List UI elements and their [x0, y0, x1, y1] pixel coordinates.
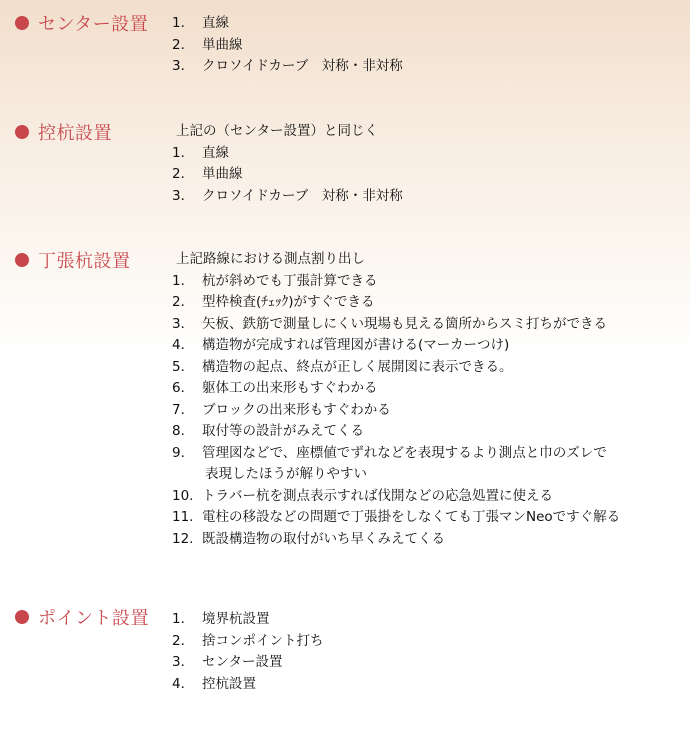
item-list: [172, 13, 403, 78]
bullet-icon: [15, 125, 29, 139]
list-item: 2． 捨コンポイント打ち: [172, 632, 324, 649]
section-heading: 丁張杭設置: [38, 251, 131, 272]
list-item: 1． 直線: [172, 15, 229, 31]
list-item: 2． 型枠検査(ﾁｪｯｸ)がすぐできる: [172, 294, 375, 310]
list-item: 9． 管理図などで、座標値でずれなどを表現するより測点と巾のズレで: [172, 444, 607, 461]
list-item: 4． 構造物が完成すれば管理図が書ける(マーカーつけ): [172, 337, 510, 353]
list-item: 2． 単曲線: [172, 166, 243, 182]
section-heading: 控杭設置: [38, 123, 112, 144]
list-item: 11. 電柱の移設などの問題で丁張掛をしなくても丁張マンNeoですぐ解る: [172, 509, 621, 525]
list-item: 3． クロソイドカーブ 対称・非対称: [172, 187, 403, 204]
item-list: [172, 609, 324, 695]
list-item: 1． 境界杭設置: [172, 611, 270, 627]
section-heading: センター設置: [38, 14, 149, 35]
bullet-icon: [15, 253, 29, 267]
list-item: 7． ブロックの出来形もすぐわかる: [172, 401, 391, 418]
list-item: 6． 躯体工の出来形もすぐわかる: [172, 380, 378, 396]
list-item: 4． 控杭設置: [172, 675, 256, 692]
list-item: 1． 杭が斜めでも丁張計算できる: [172, 272, 378, 289]
list-item: 3． 矢板、鉄筋で測量しにくい現場も見える箇所からスミ打ちができる: [172, 315, 607, 332]
list-item: 3． クロソイドカーブ 対称・非対称: [172, 58, 403, 74]
list-item: 12. 既設構造物の取付がいち早くみえてくる: [172, 530, 445, 547]
item-list: [172, 121, 403, 207]
section-intro: 上記路線における測点割り出し: [176, 251, 365, 267]
list-item: 2． 単曲線: [172, 36, 243, 53]
list-item: 8． 取付等の設計がみえてくる: [172, 423, 364, 439]
section-intro: 上記の（センター設置）と同じく: [176, 123, 378, 139]
list-item: 1． 直線: [172, 144, 229, 161]
list-item: 3． センター設置: [172, 654, 283, 670]
section-heading: ポイント設置: [38, 608, 149, 629]
list-item: 10. トラバー杭を測点表示すれば伐開などの応急処置に使える: [172, 487, 553, 504]
bullet-icon: [15, 16, 29, 30]
item-list: [172, 249, 620, 550]
list-item: 5． 構造物の起点、終点が正しく展開図に表示できる。: [172, 358, 513, 375]
bullet-icon: [15, 610, 29, 624]
list-item-continuation: 表現したほうが解りやすい: [205, 466, 367, 482]
